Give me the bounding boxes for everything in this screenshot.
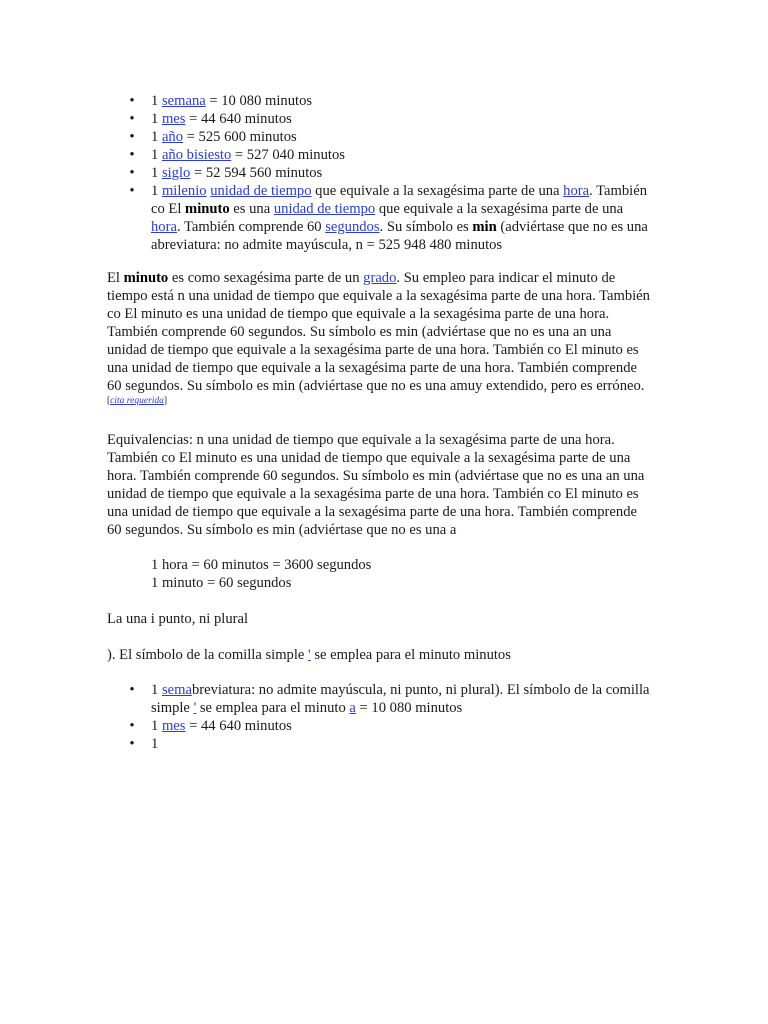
link-sema[interactable]: sema: [161, 682, 192, 698]
link-hora[interactable]: hora: [563, 183, 590, 199]
bullet-icon: [127, 164, 137, 182]
bullet-icon: [127, 735, 137, 753]
paragraph-equivalencias: Equivalencias: n una unidad de tiempo que equivale a la sexagésima parte de una hora. También co El minuto es una unidad de tiempo que equivale a la sexagésima parte de una hora. También comprende 60 segundos. Su símbolo es min (adviértase que no es una an una unidad de tiempo que equivale a la sexagésima parte de una hora. También co El minuto es una unidad de tiempo que equivale a la sexagésima parte de una hora. También comprende 60 segundos. Su símbolo es min (adviértase que no es una a: [107, 432, 645, 538]
bullet-icon: [127, 146, 137, 164]
bullet-icon: [127, 92, 137, 110]
link-semana[interactable]: semana: [161, 93, 206, 109]
list-item: • 1 año bisiesto = 527 040 minutos: [107, 146, 652, 164]
list-item: • 1 siglo = 52 594 560 minutos: [107, 164, 652, 182]
link-unidad-de-tiempo[interactable]: unidad de tiempo: [210, 183, 312, 199]
link-cita-requerida[interactable]: cita requerida: [110, 396, 164, 406]
bold-term-minuto: minuto: [185, 201, 230, 217]
list-item: • 1 semabreviatura: no admite mayúscula, ni punto, ni plural). El símbolo de la comilla simple ' se emplea para el minuto a = 10 080 minutos: [107, 681, 652, 717]
units-list-2: [107, 681, 652, 753]
link-comilla[interactable]: ': [193, 700, 197, 716]
citation-needed: [cita requerida]: [107, 396, 168, 406]
link-grado[interactable]: grado: [363, 270, 397, 286]
paragraph-short: La una i punto, ni plural: [107, 611, 249, 627]
bullet-icon: [127, 681, 137, 699]
link-mes[interactable]: mes: [161, 111, 186, 127]
list-item: • 1 mes = 44 640 minutos: [107, 110, 652, 128]
link-milenio[interactable]: milenio: [161, 183, 207, 199]
bullet-icon: [127, 182, 137, 200]
link-ano[interactable]: año: [161, 129, 184, 145]
bullet-icon: [127, 717, 137, 735]
list-item: • 1 mes = 44 640 minutos: [107, 717, 652, 735]
link-unidad-de-tiempo[interactable]: unidad de tiempo: [273, 201, 376, 217]
list-item: • 1 semana = 10 080 minutos: [107, 92, 652, 110]
equivalence-line: 1 minuto = 60 segundos: [151, 575, 292, 591]
units-list: [107, 92, 652, 254]
link-comilla[interactable]: ': [308, 647, 311, 663]
paragraph-comilla: ). El símbolo de la comilla simple ' se emplea para el minuto minutos: [107, 647, 511, 663]
link-hora[interactable]: hora: [151, 219, 177, 235]
bold-term-min: min: [472, 219, 497, 235]
equivalence-line: 1 hora = 60 minutos = 3600 segundos: [151, 557, 372, 573]
paragraph-definition: El minuto es como sexagésima parte de un grado. Su empleo para indicar el minuto de tiempo está n una unidad de tiempo que equivale a la sexagésima parte de una hora. También co El minuto es una unidad de tiempo que equivale a la sexagésima parte de una hora. También comprende 60 segundos. Su símbolo es min (adviértase que no es una an una unidad de tiempo que equivale a la sexagésima parte de una hora. También co El minuto es una unidad de tiempo que equivale a la sexagésima parte de una hora. También comprende 60 segundos. Su símbolo es min (adviértase que no es una amuy extendido, pero es erróneo.[cita requerida]: [107, 270, 650, 406]
link-mes[interactable]: mes: [161, 718, 186, 734]
list-item: • 1 milenio unidad de tiempo que equivale a la sexagésima parte de una hora. También co El minuto es una unidad de tiempo que equivale a la sexagésima parte de una hora. También comprende 60 segundos. Su símbolo es min (adviértase que no es una abreviatura: no admite mayúscula, n = 525 948 480 minutos: [107, 182, 652, 254]
link-a[interactable]: a: [349, 700, 356, 716]
link-ano-bisiesto[interactable]: año bisiesto: [161, 147, 232, 163]
link-siglo[interactable]: siglo: [161, 165, 191, 181]
list-item: • 1 año = 525 600 minutos: [107, 128, 652, 146]
bullet-icon: [127, 110, 137, 128]
link-segundos[interactable]: segundos: [325, 219, 380, 235]
bold-term-minuto: minuto: [123, 270, 169, 286]
bullet-icon: [127, 128, 137, 146]
list-item: • 1: [107, 735, 652, 753]
